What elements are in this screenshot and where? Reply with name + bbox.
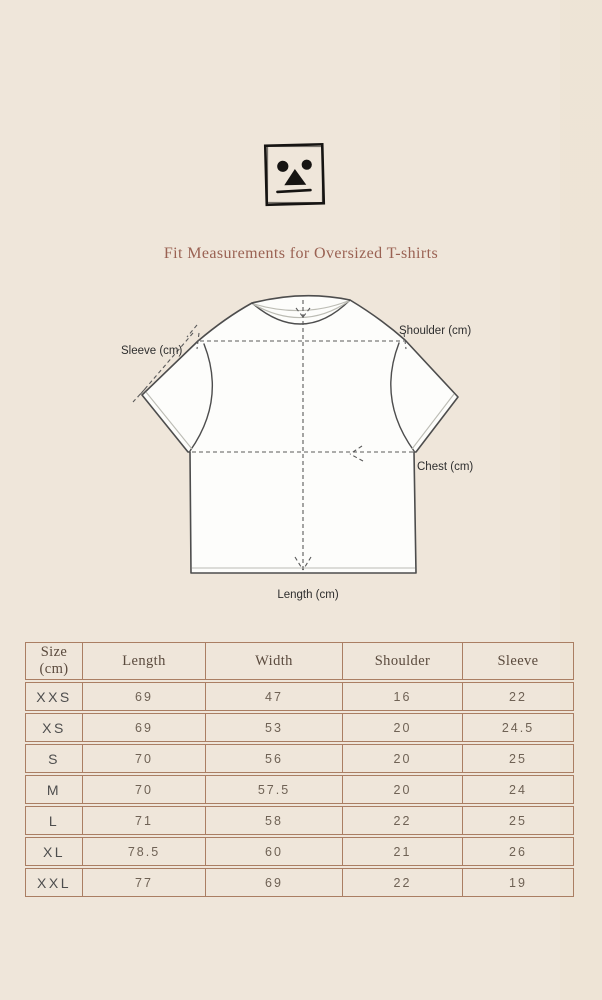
length-cell: 71 xyxy=(83,806,206,835)
size-cell: XL xyxy=(25,837,83,866)
width-cell: 47 xyxy=(206,682,343,711)
sleeve-cell: 24.5 xyxy=(463,713,574,742)
length-cell: 70 xyxy=(83,744,206,773)
sleeve-label: Sleeve (cm) xyxy=(121,345,183,357)
sleeve-cell: 26 xyxy=(463,837,574,866)
size-chart-header-row xyxy=(25,642,574,680)
size-cell: S xyxy=(25,744,83,773)
sleeve-cell: 24 xyxy=(463,775,574,804)
col-header-sleeve: Sleeve xyxy=(463,642,574,680)
width-cell: 69 xyxy=(206,868,343,897)
col-header-length: Length xyxy=(83,642,206,680)
col-header-size: Size (cm) xyxy=(25,642,83,680)
robot-face-logo-icon xyxy=(260,139,330,209)
length-cell: 78.5 xyxy=(83,837,206,866)
size-cell: XS xyxy=(25,713,83,742)
length-cell: 77 xyxy=(83,868,206,897)
length-label: Length (cm) xyxy=(277,589,339,601)
size-cell: L xyxy=(25,806,83,835)
width-cell: 53 xyxy=(206,713,343,742)
table-row xyxy=(25,806,574,835)
length-cell: 70 xyxy=(83,775,206,804)
width-cell: 57.5 xyxy=(206,775,343,804)
width-cell: 58 xyxy=(206,806,343,835)
size-cell: XXS xyxy=(25,682,83,711)
table-row xyxy=(25,868,574,897)
tshirt-measurement-diagram xyxy=(0,278,602,608)
shoulder-label: Shoulder (cm) xyxy=(399,325,472,337)
sleeve-cell: 19 xyxy=(463,868,574,897)
length-cell: 69 xyxy=(83,713,206,742)
sleeve-cell: 25 xyxy=(463,744,574,773)
table-row xyxy=(25,744,574,773)
width-cell: 56 xyxy=(206,744,343,773)
tshirt-silhouette xyxy=(142,296,458,573)
length-cell: 69 xyxy=(83,682,206,711)
table-row xyxy=(25,713,574,742)
shoulder-cell: 20 xyxy=(343,744,463,773)
width-cell: 60 xyxy=(206,837,343,866)
size-chart-table xyxy=(25,640,574,899)
shoulder-cell: 20 xyxy=(343,713,463,742)
table-row xyxy=(25,837,574,866)
sleeve-cell: 25 xyxy=(463,806,574,835)
size-cell: XXL xyxy=(25,868,83,897)
shoulder-cell: 20 xyxy=(343,775,463,804)
page-title: Fit Measurements for Oversized T-shirts xyxy=(163,245,439,262)
col-header-width: Width xyxy=(206,642,343,680)
table-row xyxy=(25,775,574,804)
chest-label: Chest (cm) xyxy=(417,461,474,473)
size-cell: M xyxy=(25,775,83,804)
sleeve-cell: 22 xyxy=(463,682,574,711)
col-header-shoulder: Shoulder xyxy=(343,642,463,680)
table-row xyxy=(25,682,574,711)
shoulder-cell: 21 xyxy=(343,837,463,866)
shoulder-cell: 22 xyxy=(343,868,463,897)
shoulder-cell: 22 xyxy=(343,806,463,835)
shoulder-cell: 16 xyxy=(343,682,463,711)
